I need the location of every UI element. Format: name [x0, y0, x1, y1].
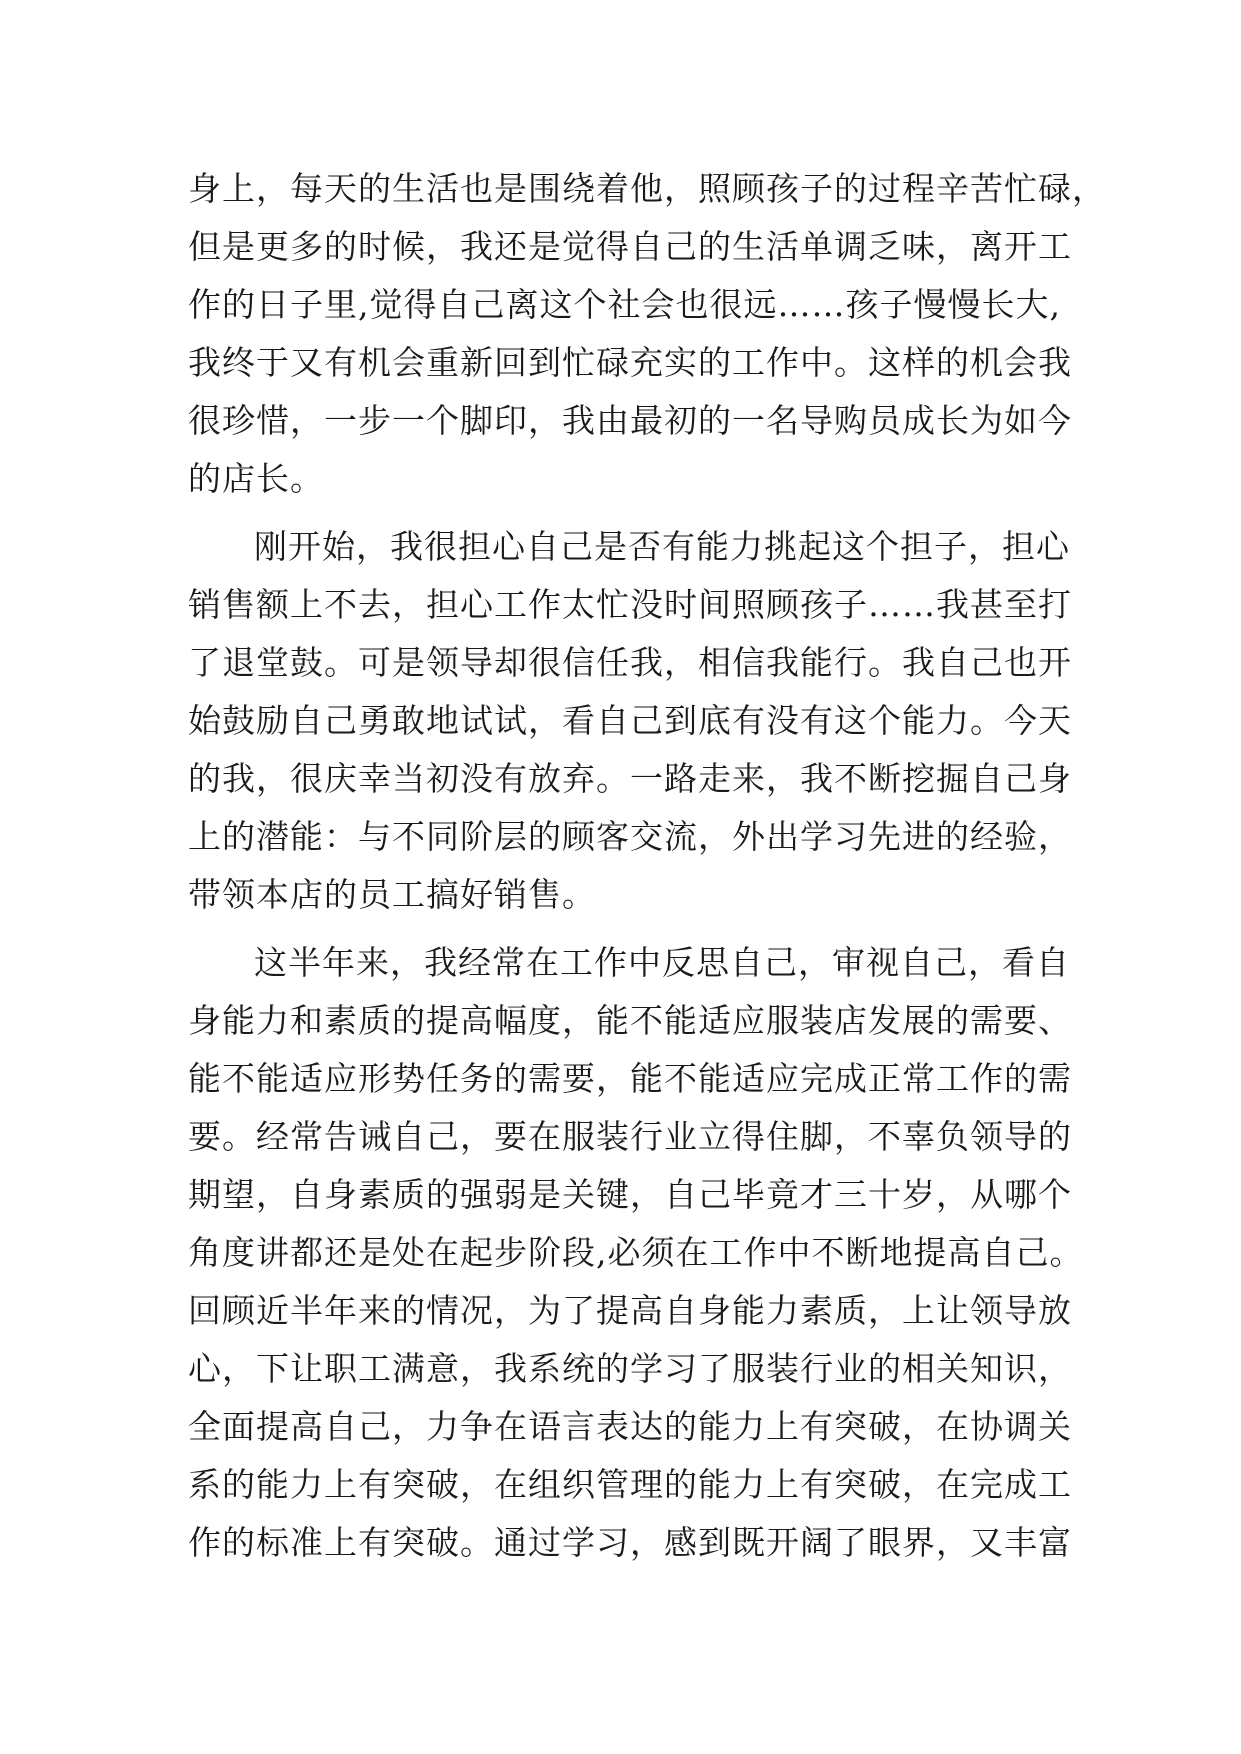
text-line: 作的日子里,觉得自己离这个社会也很远……孩子慢慢长大, [188, 285, 1061, 324]
text-line: 角度讲都还是处在起步阶段,必须在工作中不断地提高自己。 [188, 1233, 1084, 1272]
text-line: 期望，自身素质的强弱是关键，自己毕竟才三十岁，从哪个 [188, 1175, 1072, 1214]
text-line: 但是更多的时候，我还是觉得自己的生活单调乏味，离开工 [188, 227, 1072, 266]
text-line: 始鼓励自己勇敢地试试，看自己到底有没有这个能力。今天 [188, 701, 1072, 740]
text-line: 系的能力上有突破，在组织管理的能力上有突破，在完成工 [188, 1465, 1072, 1504]
text-line: 销售额上不去，担心工作太忙没时间照顾孩子……我甚至打 [188, 585, 1072, 624]
text-line: 回顾近半年来的情况，为了提高自身能力素质，上让领导放 [188, 1291, 1072, 1330]
text-line: 身上，每天的生活也是围绕着他，照顾孩子的过程辛苦忙碌， [188, 169, 1106, 208]
text-line: 的我，很庆幸当初没有放弃。一路走来，我不断挖掘自己身 [188, 759, 1072, 798]
paragraph-gap [188, 508, 1058, 518]
text-line: 带领本店的员工搞好销售。 [188, 875, 596, 914]
text-line: 上的潜能：与不同阶层的顾客交流，外出学习先进的经验， [188, 817, 1072, 856]
text-line: 刚开始，我很担心自己是否有能力挑起这个担子，担心 [254, 527, 1070, 566]
text-line: 身能力和素质的提高幅度，能不能适应服装店发展的需要、 [188, 1001, 1072, 1040]
text-line: 作的标准上有突破。通过学习，感到既开阔了眼界，又丰富 [188, 1523, 1072, 1562]
text-line: 全面提高自己，力争在语言表达的能力上有突破，在协调关 [188, 1407, 1072, 1446]
text-line: 这半年来，我经常在工作中反思自己，审视自己，看自 [254, 943, 1070, 982]
text-line: 我终于又有机会重新回到忙碌充实的工作中。这样的机会我 [188, 343, 1072, 382]
text-line: 心，下让职工满意，我系统的学习了服装行业的相关知识， [188, 1349, 1072, 1388]
text-line: 的店长。 [188, 459, 324, 498]
paragraph-gap [188, 924, 1058, 934]
text-line: 要。经常告诫自己，要在服装行业立得住脚，不辜负领导的 [188, 1117, 1072, 1156]
text-line: 能不能适应形势任务的需要，能不能适应完成正常工作的需 [188, 1059, 1072, 1098]
body-text [188, 160, 1106, 1572]
text-line: 很珍惜，一步一个脚印，我由最初的一名导购员成长为如今 [188, 401, 1072, 440]
text-line: 了退堂鼓。可是领导却很信任我，相信我能行。我自己也开 [188, 643, 1072, 682]
